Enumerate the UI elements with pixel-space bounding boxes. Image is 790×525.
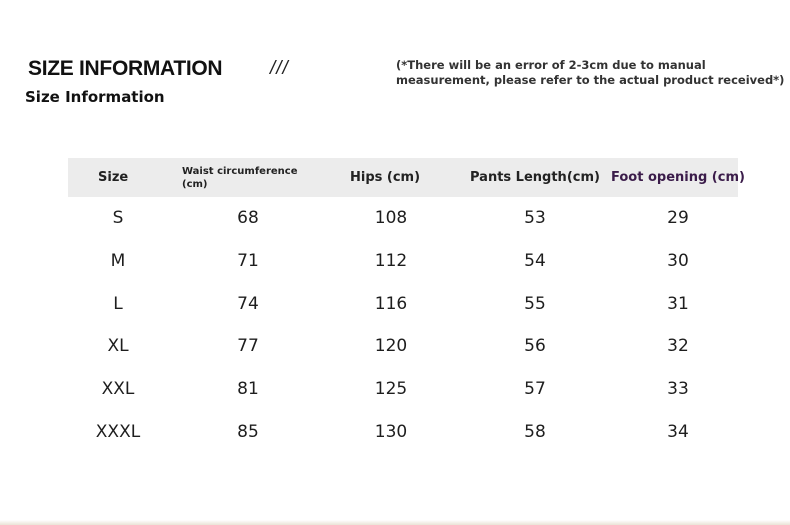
table-row [68,240,738,283]
column-header-size: Size [98,170,129,185]
table-cell: M [110,251,126,272]
table-cell: 71 [237,251,259,272]
decorative-slashes: /// [270,58,289,79]
table-cell: 116 [374,293,408,314]
table-cell: 34 [667,421,689,442]
table-cell: S [112,208,124,229]
table-cell: 54 [524,251,546,272]
table-cell: XXL [101,379,135,400]
table-body [68,197,738,453]
table-cell: 120 [374,336,408,357]
table-cell: 125 [374,379,408,400]
table-cell: 32 [667,336,689,357]
table-cell: 77 [237,336,259,357]
table-cell: XL [107,336,129,357]
table-cell: 108 [374,208,408,229]
column-header-hips: Hips (cm) [350,170,421,185]
table-cell: 31 [667,293,689,314]
table-cell: 58 [524,421,546,442]
table-cell: 57 [524,379,546,400]
table-header [68,158,745,197]
table-cell: 130 [374,421,408,442]
table-cell: 112 [374,251,408,272]
table-row [68,325,738,368]
page-subtitle: Size Information [25,88,165,106]
table-cell: 33 [667,379,689,400]
table-cell: 81 [237,379,259,400]
table-cell: 55 [524,293,546,314]
table-cell: L [113,293,123,314]
table-cell: 30 [667,251,689,272]
table-row [68,410,738,453]
table-cell: XXXL [95,421,141,442]
table-row [68,197,738,240]
column-header-pants-length: Pants Length(cm) [470,170,600,185]
table-row [68,368,738,411]
measurement-note: (*There will be an error of 2-3cm due to manual measurement, please refer to the actual product received*) [396,58,785,87]
bottom-border [0,520,790,525]
column-header-waist: Waist circumference (cm) [182,165,298,190]
table-cell: 74 [237,293,259,314]
page-title: SIZE INFORMATION [28,57,223,80]
table-cell: 68 [237,208,259,229]
table-row [68,282,738,325]
column-header-foot-opening: Foot opening (cm) [611,170,745,185]
table-cell: 53 [524,208,546,229]
size-table [68,158,745,453]
table-cell: 85 [237,421,259,442]
table-cell: 29 [667,208,689,229]
table-cell: 56 [524,336,546,357]
